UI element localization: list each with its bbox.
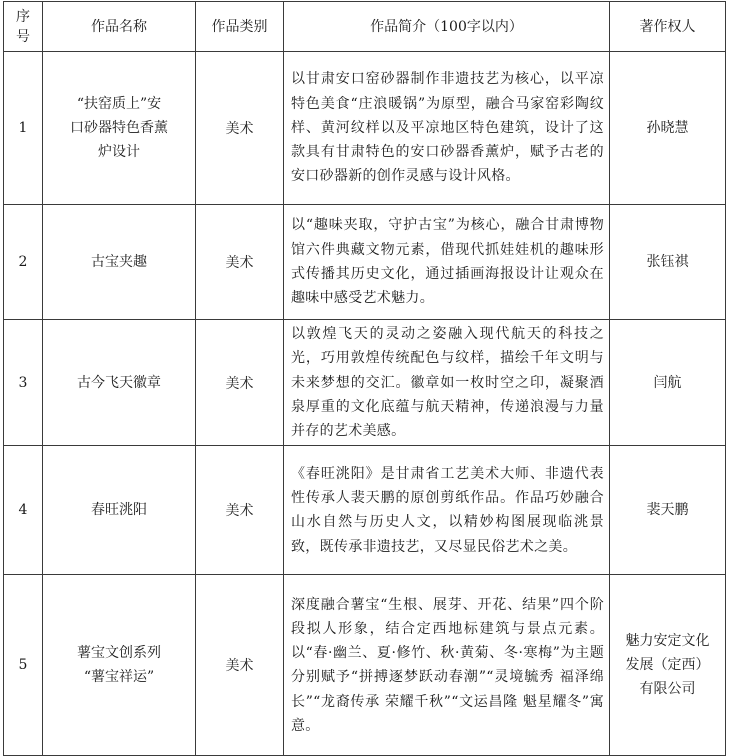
cell-category: 美术 xyxy=(196,575,284,756)
table-row xyxy=(4,446,726,575)
cell-intro: 以“趣味夹取，守护古宝”为核心，融合甘肃博物馆六件典藏文物元素，借现代抓娃娃机的趣味形式传播其历史文化，通过插画海报设计让观众在趣味中感受艺术魅力。 xyxy=(284,205,610,320)
cell-seq: 4 xyxy=(4,446,43,575)
header-seq: 序 号 xyxy=(4,2,43,52)
cell-name: 古今飞天徽章 xyxy=(43,320,196,446)
cell-author: 张钰祺 xyxy=(610,205,726,320)
cell-author: 孙晓慧 xyxy=(610,52,726,205)
cell-category: 美术 xyxy=(196,446,284,575)
cell-seq: 3 xyxy=(4,320,43,446)
cell-name: “扶窑质上”安 口砂器特色香薰 炉设计 xyxy=(43,52,196,205)
header-author: 著作权人 xyxy=(610,2,726,52)
table-row xyxy=(4,205,726,320)
header-row xyxy=(4,2,726,52)
cell-name: 春旺洮阳 xyxy=(43,446,196,575)
cell-intro: 《春旺洮阳》是甘肃省工艺美术大师、非遗代表性传承人裴天鹏的原创剪纸作品。作品巧妙融合山水自然与历史人文，以精妙构图展现临洮景致，既传承非遗技艺，又尽显民俗艺术之美。 xyxy=(284,446,610,575)
header-intro: 作品简介（100字以内） xyxy=(284,2,610,52)
cell-seq: 5 xyxy=(4,575,43,756)
cell-category: 美术 xyxy=(196,320,284,446)
cell-name: 薯宝文创系列 “薯宝祥运” xyxy=(43,575,196,756)
table-row xyxy=(4,320,726,446)
header-name: 作品名称 xyxy=(43,2,196,52)
cell-author: 魅力安定文化 发展（定西） 有限公司 xyxy=(610,575,726,756)
cell-category: 美术 xyxy=(196,205,284,320)
cell-intro: 以敦煌飞天的灵动之姿融入现代航天的科技之光，巧用敦煌传统配色与纹样，描绘千年文明与未来梦想的交汇。徽章如一枚时空之印，凝聚酒泉厚重的文化底蕴与航天精神，传递浪漫与力量并存的艺术美感。 xyxy=(284,320,610,446)
cell-seq: 1 xyxy=(4,52,43,205)
cell-name: 古宝夹趣 xyxy=(43,205,196,320)
cell-author: 裴天鹏 xyxy=(610,446,726,575)
cell-intro: 深度融合薯宝“生根、展芽、开花、结果”四个阶段拟人形象，结合定西地标建筑与景点元素。以“春·幽兰、夏·修竹、秋·黄菊、冬·寒梅”为主题分别赋予“拼搏逐梦跃动春潮”“灵境毓秀 福泽绵长”“龙裔传承 荣耀千秋”“文运昌隆 魁星耀冬”寓意。 xyxy=(284,575,610,756)
cell-intro: 以甘肃安口窑砂器制作非遗技艺为核心，以平凉特色美食“庄浪暖锅”为原型，融合马家窑彩陶纹样、黄河纹样以及平凉地区特色建筑，设计了这款具有甘肃特色的安口砂器香薰炉，赋予古老的安口砂器新的创作灵感与设计风格。 xyxy=(284,52,610,205)
cell-author: 闫航 xyxy=(610,320,726,446)
cell-category: 美术 xyxy=(196,52,284,205)
cell-seq: 2 xyxy=(4,205,43,320)
works-table xyxy=(3,1,726,756)
table-row xyxy=(4,52,726,205)
header-category: 作品类别 xyxy=(196,2,284,52)
table-row xyxy=(4,575,726,756)
